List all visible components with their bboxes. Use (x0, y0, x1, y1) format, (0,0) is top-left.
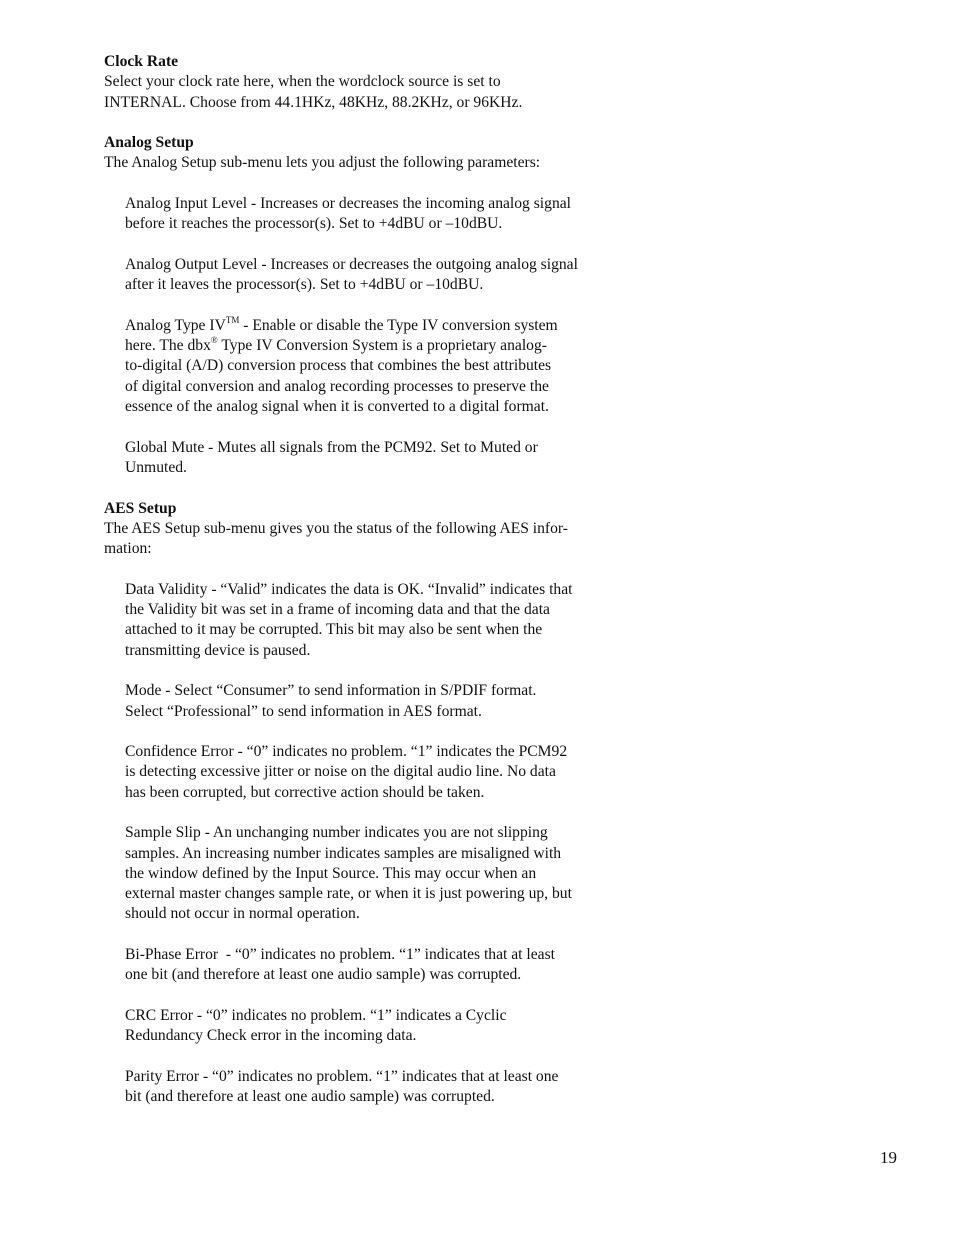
text-line: CRC Error - “0” indicates no problem. “1” indicates a Cyclic (125, 1006, 507, 1024)
clock-rate-heading: Clock Rate (104, 53, 179, 70)
text-line: should not occur in normal operation. (125, 905, 360, 923)
text-line: after it leaves the processor(s). Set to +4dBU or –10dBU. (125, 276, 484, 294)
text-fragment: Type IV Conversion System is a proprietary analog- (217, 337, 547, 355)
text-line: before it reaches the processor(s). Set to +4dBU or –10dBU. (125, 215, 503, 233)
document-body (104, 52, 604, 1107)
global-mute-item (125, 438, 604, 479)
analog-type-iv-item (125, 316, 604, 417)
text-fragment: here. The dbx (125, 337, 211, 355)
text-line: Mode - Select “Consumer” to send information in S/PDIF format. (125, 682, 537, 700)
text-line: INTERNAL. Choose from 44.1HKz, 48KHz, 88.2KHz, or 96KHz. (104, 93, 523, 111)
text-line (125, 336, 604, 356)
aes-setup-intro (104, 519, 604, 560)
clock-rate-description (104, 72, 604, 113)
text-fragment: - Enable or disable the Type IV conversion system (239, 316, 558, 334)
text-line: the window defined by the Input Source. This may occur when an (125, 864, 537, 882)
text-line: attached to it may be corrupted. This bit may also be sent when the (125, 621, 543, 639)
text-line: Sample Slip - An unchanging number indicates you are not slipping (125, 824, 548, 842)
text-line: essence of the analog signal when it is converted to a digital format. (125, 398, 549, 416)
trademark-symbol: TM (225, 314, 240, 325)
analog-setup-intro (104, 153, 604, 173)
analog-output-level-item (125, 255, 604, 296)
text-line: to-digital (A/D) conversion process that combines the best attributes (125, 357, 552, 375)
confidence-error-item (125, 742, 604, 803)
text-line: mation: (104, 540, 152, 558)
data-validity-item (125, 580, 604, 661)
sample-slip-item (125, 823, 604, 924)
text-line: Analog Output Level - Increases or decreases the outgoing analog signal (125, 255, 578, 273)
registered-symbol: ® (210, 334, 218, 345)
text-line: Bi-Phase Error - “0” indicates no problem. “1” indicates that at least (125, 946, 555, 964)
text-line: The AES Setup sub-menu gives you the status of the following AES infor- (104, 519, 568, 537)
text-line (125, 316, 604, 336)
analog-setup-heading: Analog Setup (104, 134, 194, 152)
text-line: one bit (and therefore at least one audio sample) was corrupted. (125, 966, 522, 984)
page-number: 19 (880, 1148, 897, 1167)
text-line: Analog Input Level - Increases or decreases the incoming analog signal (125, 195, 571, 213)
text-line: Unmuted. (125, 458, 187, 476)
mode-item (125, 681, 604, 722)
text-line: the Validity bit was set in a frame of incoming data and that the data (125, 601, 550, 619)
text-line: The Analog Setup sub-menu lets you adjust the following parameters: (104, 154, 541, 172)
text-line: transmitting device is paused. (125, 641, 311, 659)
text-line: has been corrupted, but corrective action should be taken. (125, 783, 485, 801)
text-line: Select “Professional” to send information in AES format. (125, 702, 482, 720)
text-fragment: Analog Type IV (125, 316, 226, 334)
bi-phase-error-item (125, 945, 604, 986)
text-line: Data Validity - “Valid” indicates the data is OK. “Invalid” indicates that (125, 580, 573, 598)
text-line: samples. An increasing number indicates samples are misaligned with (125, 844, 562, 862)
text-line: Select your clock rate here, when the wordclock source is set to (104, 73, 501, 91)
text-line: is detecting excessive jitter or noise on the digital audio line. No data (125, 763, 556, 781)
analog-input-level-item (125, 194, 604, 235)
text-line: Confidence Error - “0” indicates no problem. “1” indicates the PCM92 (125, 743, 568, 761)
parity-error-item (125, 1067, 604, 1108)
text-line: external master changes sample rate, or when it is just powering up, but (125, 885, 572, 903)
text-line: Parity Error - “0” indicates no problem. “1” indicates that at least one (125, 1067, 559, 1085)
text-line: Global Mute - Mutes all signals from the PCM92. Set to Muted or (125, 438, 538, 456)
text-line: of digital conversion and analog recording processes to preserve the (125, 377, 549, 395)
text-line: Redundancy Check error in the incoming data. (125, 1027, 417, 1045)
text-line: bit (and therefore at least one audio sample) was corrupted. (125, 1088, 495, 1106)
crc-error-item (125, 1006, 604, 1047)
aes-setup-heading: AES Setup (104, 499, 177, 517)
